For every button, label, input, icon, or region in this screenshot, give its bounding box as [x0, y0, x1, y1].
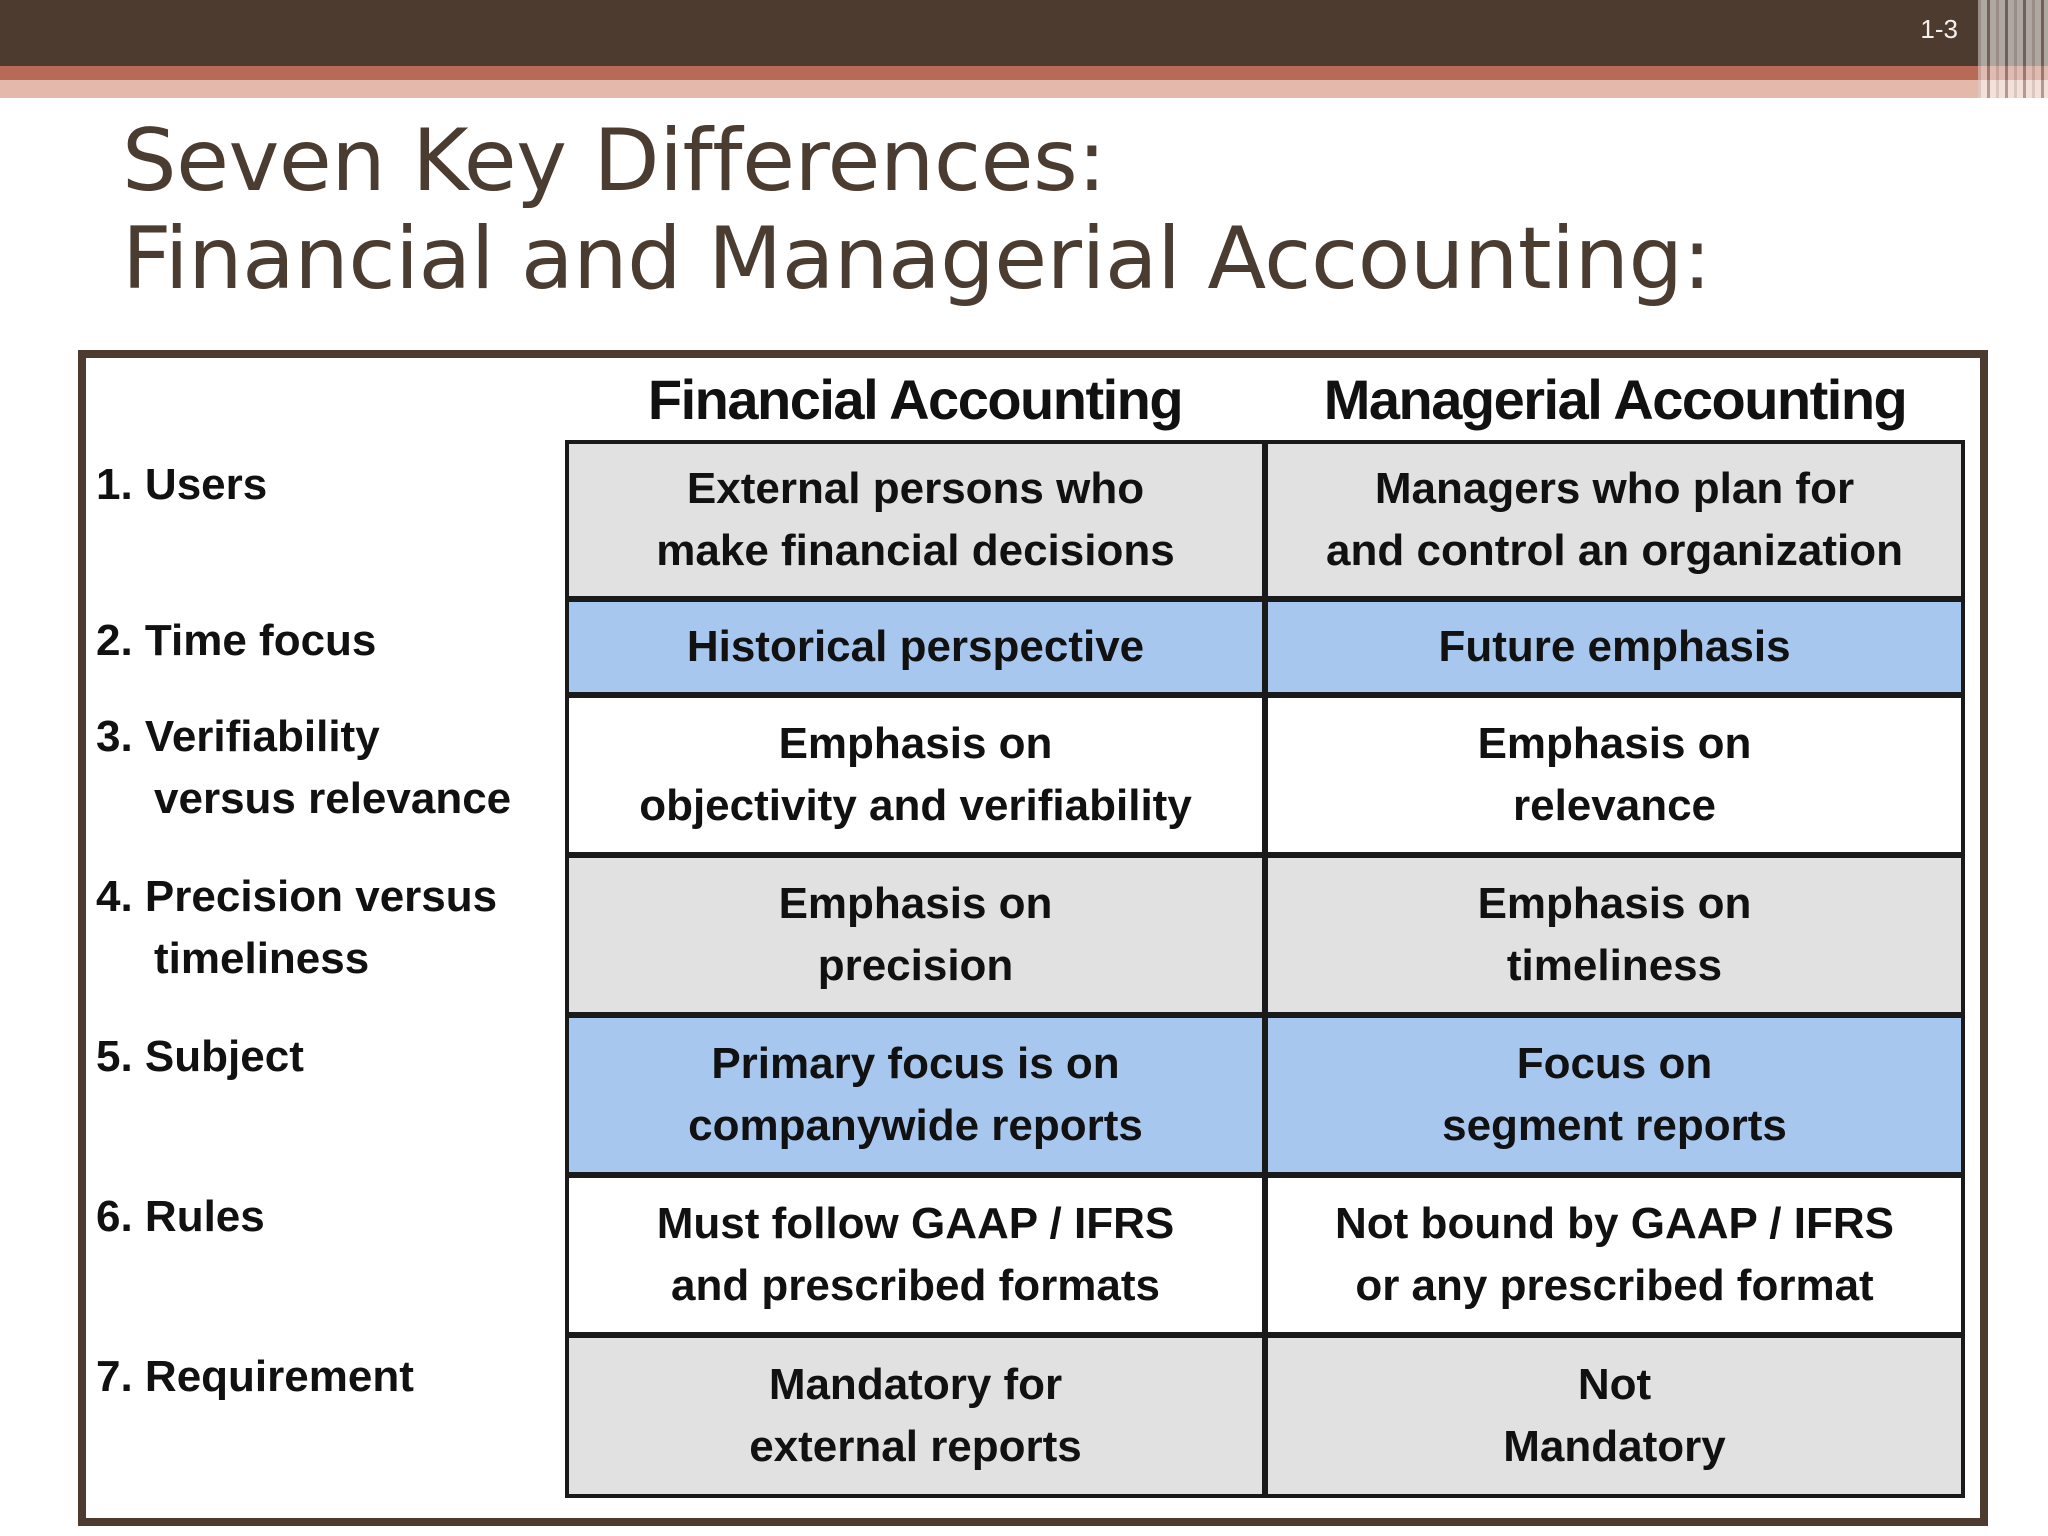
financial-cell — [569, 602, 1268, 692]
comparison-table — [565, 440, 1965, 1498]
managerial-cell-line-1: Managers who plan for — [1374, 464, 1855, 513]
row-label-line-2: timeliness — [154, 934, 370, 983]
managerial-cell-line-2: relevance — [1512, 781, 1717, 830]
financial-cell-line-2: make financial decisions — [656, 526, 1175, 575]
row-label — [96, 1346, 566, 1408]
row-label-line-1: 3. Verifiability — [96, 712, 380, 761]
managerial-cell-line-2: timeliness — [1506, 941, 1723, 990]
managerial-cell-line-2: segment reports — [1442, 1101, 1787, 1150]
financial-cell-line-2: companywide reports — [688, 1101, 1143, 1150]
managerial-cell-line-1: Emphasis on — [1477, 879, 1752, 928]
table-row — [569, 698, 1961, 858]
financial-cell-line-2: precision — [817, 941, 1014, 990]
table-row — [569, 444, 1961, 602]
financial-cell-line-1: Must follow GAAP / IFRS — [656, 1199, 1175, 1248]
slide-number: 1-3 — [1920, 14, 1958, 44]
managerial-cell-line-2: or any prescribed format — [1355, 1261, 1874, 1310]
slide-title-line-1: Seven Key Differences: — [122, 111, 1106, 211]
financial-cell — [569, 1018, 1268, 1172]
managerial-cell-line-1: Emphasis on — [1477, 719, 1752, 768]
managerial-cell-line-2: Mandatory — [1503, 1422, 1726, 1471]
managerial-cell — [1268, 1338, 1961, 1494]
financial-cell-line-2: and prescribed formats — [670, 1261, 1160, 1310]
financial-cell-line-1: Primary focus is on — [711, 1039, 1120, 1088]
column-header-financial: Financial Accounting — [647, 368, 1183, 431]
slide-title-line-2: Financial and Managerial Accounting: — [122, 209, 1712, 309]
column-header-managerial: Managerial Accounting — [1323, 368, 1907, 431]
financial-cell — [569, 444, 1268, 596]
managerial-cell — [1268, 858, 1961, 1012]
financial-cell-line-1: Mandatory for — [768, 1360, 1063, 1409]
row-label — [96, 454, 566, 516]
table-row — [569, 1018, 1961, 1178]
table-row — [569, 1338, 1961, 1494]
row-label-line-1: 6. Rules — [96, 1192, 265, 1241]
row-label — [96, 706, 566, 830]
row-label-line-1: 5. Subject — [96, 1032, 304, 1081]
managerial-cell — [1268, 698, 1961, 852]
row-label — [96, 1186, 566, 1248]
managerial-cell — [1268, 1018, 1961, 1172]
managerial-cell-line-2: and control an organization — [1326, 526, 1903, 575]
managerial-cell-line-1: Future emphasis — [1438, 622, 1791, 671]
financial-cell-line-1: Emphasis on — [778, 879, 1053, 928]
managerial-cell — [1268, 444, 1961, 596]
slide-title — [122, 112, 1711, 308]
financial-cell — [569, 698, 1268, 852]
financial-cell-line-2: objectivity and verifiability — [639, 781, 1192, 830]
row-label-line-1: 1. Users — [96, 460, 268, 509]
table-row — [569, 858, 1961, 1018]
row-label — [96, 610, 566, 672]
table-row — [569, 602, 1961, 698]
financial-cell — [569, 1178, 1268, 1332]
header-bar — [0, 0, 2048, 66]
financial-cell — [569, 1338, 1268, 1494]
financial-cell-line-1: Emphasis on — [778, 719, 1053, 768]
managerial-cell-line-1: Not bound by GAAP / IFRS — [1335, 1199, 1894, 1248]
financial-cell — [569, 858, 1268, 1012]
row-label-line-2: versus relevance — [154, 774, 512, 823]
managerial-cell — [1268, 1178, 1961, 1332]
managerial-cell-line-1: Focus on — [1516, 1039, 1713, 1088]
table-row — [569, 1178, 1961, 1338]
financial-cell-line-1: External persons who — [686, 464, 1145, 513]
row-label-line-1: 7. Requirement — [96, 1352, 414, 1401]
accent-stripe-light — [0, 80, 2048, 98]
row-label — [96, 1026, 566, 1088]
accent-stripe — [0, 66, 2048, 80]
decorative-edge-lines — [1978, 0, 2048, 98]
row-label-line-1: 2. Time focus — [96, 616, 377, 665]
row-label-line-1: 4. Precision versus — [96, 872, 498, 921]
managerial-cell — [1268, 602, 1961, 692]
financial-cell-line-2: external reports — [749, 1422, 1082, 1471]
financial-cell-line-1: Historical perspective — [686, 622, 1145, 671]
managerial-cell-line-1: Not — [1577, 1360, 1652, 1409]
row-label — [96, 866, 566, 990]
